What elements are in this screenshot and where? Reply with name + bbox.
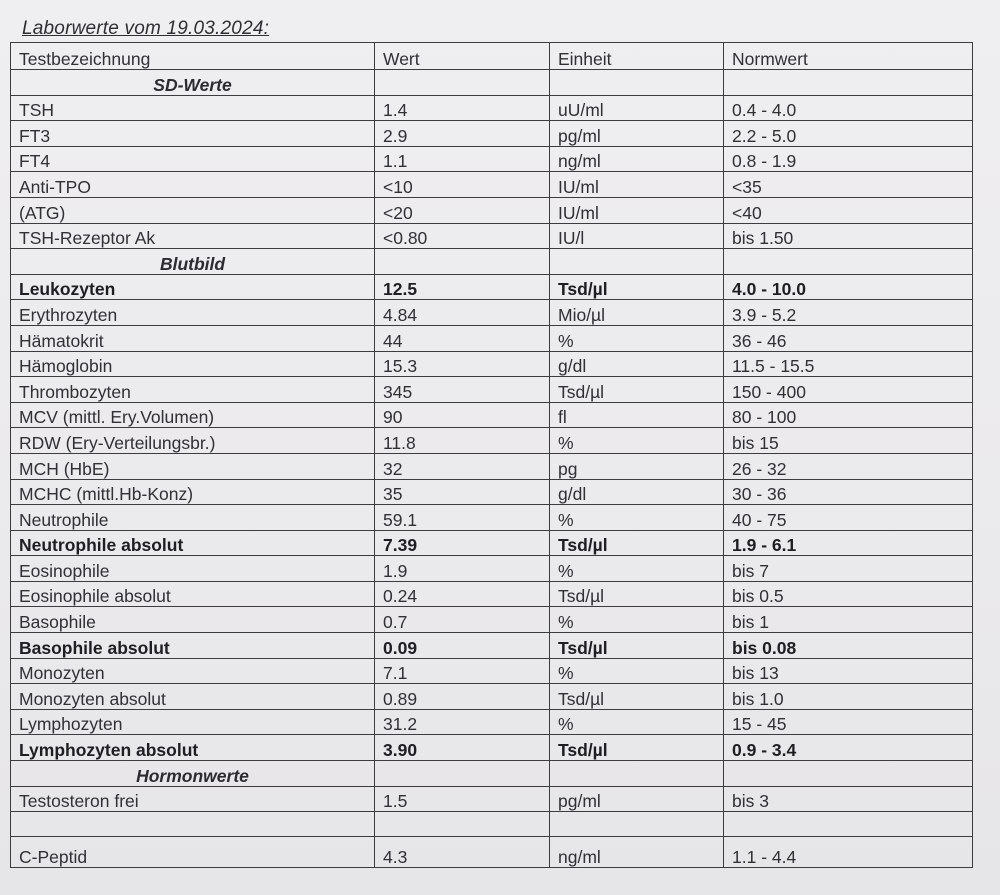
reference-range-cell: 1.9 - 6.1: [724, 530, 973, 556]
report-title: Laborwerte vom 19.03.2024:: [22, 18, 270, 39]
unit-cell: %: [550, 709, 724, 735]
reference-range-cell: 3.9 - 5.2: [724, 300, 973, 326]
section-title: Blutbild: [11, 249, 375, 275]
reference-range-cell: 40 - 75: [724, 505, 973, 531]
section-title: Hormonwerte: [11, 761, 375, 787]
unit-cell: %: [550, 556, 724, 582]
test-name-cell: (ATG): [11, 197, 375, 223]
value-cell: 0.89: [375, 684, 550, 710]
empty-cell: [375, 761, 550, 787]
reference-range-cell: <35: [724, 172, 973, 198]
unit-cell: IU/l: [550, 223, 724, 249]
value-cell: 1.4: [375, 95, 550, 121]
empty-cell: [724, 761, 973, 787]
test-name-cell: MCV (mittl. Ery.Volumen): [11, 402, 375, 428]
reference-range-cell: bis 1.0: [724, 684, 973, 710]
empty-cell: [724, 70, 973, 96]
table-row: [11, 146, 973, 172]
unit-cell: pg: [550, 453, 724, 479]
value-cell: 59.1: [375, 505, 550, 531]
value-cell: 90: [375, 402, 550, 428]
reference-range-cell: 0.9 - 3.4: [724, 735, 973, 761]
reference-range-cell: 0.8 - 1.9: [724, 146, 973, 172]
test-name-cell: Basophile: [11, 607, 375, 633]
unit-cell: g/dl: [550, 351, 724, 377]
unit-cell: %: [550, 325, 724, 351]
section-header-row: [11, 249, 973, 275]
unit-cell: Tsd/µl: [550, 633, 724, 659]
unit-cell: fl: [550, 402, 724, 428]
value-cell: 12.5: [375, 274, 550, 300]
empty-cell: [550, 812, 724, 837]
reference-range-cell: 1.1 - 4.4: [724, 837, 973, 868]
empty-cell: [11, 812, 375, 837]
table-row: [11, 300, 973, 326]
test-name-cell: FT3: [11, 121, 375, 147]
value-cell: 31.2: [375, 709, 550, 735]
table-row: [11, 223, 973, 249]
empty-cell: [724, 249, 973, 275]
section-header-row: [11, 70, 973, 96]
reference-range-cell: 80 - 100: [724, 402, 973, 428]
unit-cell: ng/ml: [550, 146, 724, 172]
value-cell: 15.3: [375, 351, 550, 377]
test-name-cell: MCH (HbE): [11, 453, 375, 479]
test-name-cell: Lymphozyten absolut: [11, 735, 375, 761]
test-name-cell: Monozyten: [11, 658, 375, 684]
test-name-cell: Hämoglobin: [11, 351, 375, 377]
empty-cell: [724, 812, 973, 837]
test-name-cell: Thrombozyten: [11, 377, 375, 403]
section-title: SD-Werte: [11, 70, 375, 96]
value-cell: 7.1: [375, 658, 550, 684]
reference-range-cell: 4.0 - 10.0: [724, 274, 973, 300]
reference-range-cell: bis 1.50: [724, 223, 973, 249]
unit-cell: ng/ml: [550, 837, 724, 868]
unit-cell: Tsd/µl: [550, 735, 724, 761]
header-value: Wert: [375, 43, 550, 70]
header-unit: Einheit: [550, 43, 724, 70]
table-row: [11, 197, 973, 223]
table-row: [11, 377, 973, 403]
unit-cell: %: [550, 505, 724, 531]
unit-cell: pg/ml: [550, 786, 724, 812]
reference-range-cell: 150 - 400: [724, 377, 973, 403]
table-row: [11, 709, 973, 735]
table-row: [11, 786, 973, 812]
table-row: [11, 274, 973, 300]
value-cell: 35: [375, 479, 550, 505]
value-cell: 2.9: [375, 121, 550, 147]
table-row: [11, 530, 973, 556]
unit-cell: %: [550, 428, 724, 454]
reference-range-cell: bis 13: [724, 658, 973, 684]
empty-cell: [375, 70, 550, 96]
value-cell: 4.84: [375, 300, 550, 326]
table-row: [11, 607, 973, 633]
table-row: [11, 172, 973, 198]
value-cell: 44: [375, 325, 550, 351]
unit-cell: IU/ml: [550, 197, 724, 223]
reference-range-cell: 36 - 46: [724, 325, 973, 351]
header-reference-range: Normwert: [724, 43, 973, 70]
table-row: [11, 95, 973, 121]
table-row: [11, 633, 973, 659]
test-name-cell: Neutrophile absolut: [11, 530, 375, 556]
test-name-cell: MCHC (mittl.Hb-Konz): [11, 479, 375, 505]
reference-range-cell: 30 - 36: [724, 479, 973, 505]
test-name-cell: Eosinophile: [11, 556, 375, 582]
unit-cell: Mio/µl: [550, 300, 724, 326]
value-cell: 345: [375, 377, 550, 403]
test-name-cell: Erythrozyten: [11, 300, 375, 326]
reference-range-cell: bis 0.08: [724, 633, 973, 659]
test-name-cell: Neutrophile: [11, 505, 375, 531]
reference-range-cell: bis 0.5: [724, 581, 973, 607]
reference-range-cell: bis 3: [724, 786, 973, 812]
test-name-cell: Anti-TPO: [11, 172, 375, 198]
value-cell: 1.9: [375, 556, 550, 582]
test-name-cell: Hämatokrit: [11, 325, 375, 351]
test-name-cell: Leukozyten: [11, 274, 375, 300]
unit-cell: %: [550, 658, 724, 684]
reference-range-cell: <40: [724, 197, 973, 223]
test-name-cell: Testosteron frei: [11, 786, 375, 812]
table-row: [11, 351, 973, 377]
reference-range-cell: bis 1: [724, 607, 973, 633]
value-cell: 0.24: [375, 581, 550, 607]
unit-cell: Tsd/µl: [550, 377, 724, 403]
test-name-cell: Eosinophile absolut: [11, 581, 375, 607]
unit-cell: pg/ml: [550, 121, 724, 147]
table-row: [11, 453, 973, 479]
value-cell: 7.39: [375, 530, 550, 556]
table-body: [11, 70, 973, 868]
value-cell: 32: [375, 453, 550, 479]
value-cell: 1.1: [375, 146, 550, 172]
test-name-cell: TSH: [11, 95, 375, 121]
test-name-cell: Basophile absolut: [11, 633, 375, 659]
table-header-row: [11, 43, 973, 70]
spacer-row: [11, 812, 973, 837]
table-row: [11, 837, 973, 868]
value-cell: <10: [375, 172, 550, 198]
table-row: [11, 556, 973, 582]
unit-cell: Tsd/µl: [550, 530, 724, 556]
empty-cell: [550, 249, 724, 275]
unit-cell: Tsd/µl: [550, 581, 724, 607]
table-row: [11, 428, 973, 454]
value-cell: 4.3: [375, 837, 550, 868]
table-row: [11, 402, 973, 428]
test-name-cell: TSH-Rezeptor Ak: [11, 223, 375, 249]
test-name-cell: C-Peptid: [11, 837, 375, 868]
table-row: [11, 735, 973, 761]
unit-cell: Tsd/µl: [550, 274, 724, 300]
unit-cell: Tsd/µl: [550, 684, 724, 710]
table-row: [11, 581, 973, 607]
reference-range-cell: 26 - 32: [724, 453, 973, 479]
value-cell: 1.5: [375, 786, 550, 812]
table-row: [11, 684, 973, 710]
test-name-cell: Monozyten absolut: [11, 684, 375, 710]
value-cell: 11.8: [375, 428, 550, 454]
table-row: [11, 505, 973, 531]
test-name-cell: FT4: [11, 146, 375, 172]
value-cell: 3.90: [375, 735, 550, 761]
value-cell: <20: [375, 197, 550, 223]
reference-range-cell: 11.5 - 15.5: [724, 351, 973, 377]
reference-range-cell: 15 - 45: [724, 709, 973, 735]
unit-cell: uU/ml: [550, 95, 724, 121]
value-cell: 0.09: [375, 633, 550, 659]
value-cell: 0.7: [375, 607, 550, 633]
test-name-cell: Lymphozyten: [11, 709, 375, 735]
section-header-row: [11, 761, 973, 787]
reference-range-cell: bis 15: [724, 428, 973, 454]
value-cell: <0.80: [375, 223, 550, 249]
reference-range-cell: 0.4 - 4.0: [724, 95, 973, 121]
header-test-name: Testbezeichnung: [11, 43, 375, 70]
test-name-cell: RDW (Ery-Verteilungsbr.): [11, 428, 375, 454]
reference-range-cell: bis 7: [724, 556, 973, 582]
reference-range-cell: 2.2 - 5.0: [724, 121, 973, 147]
table-row: [11, 325, 973, 351]
lab-results-table: [10, 42, 973, 868]
table-row: [11, 121, 973, 147]
table-row: [11, 479, 973, 505]
empty-cell: [375, 812, 550, 837]
empty-cell: [375, 249, 550, 275]
unit-cell: %: [550, 607, 724, 633]
empty-cell: [550, 70, 724, 96]
table-row: [11, 658, 973, 684]
unit-cell: g/dl: [550, 479, 724, 505]
unit-cell: IU/ml: [550, 172, 724, 198]
empty-cell: [550, 761, 724, 787]
